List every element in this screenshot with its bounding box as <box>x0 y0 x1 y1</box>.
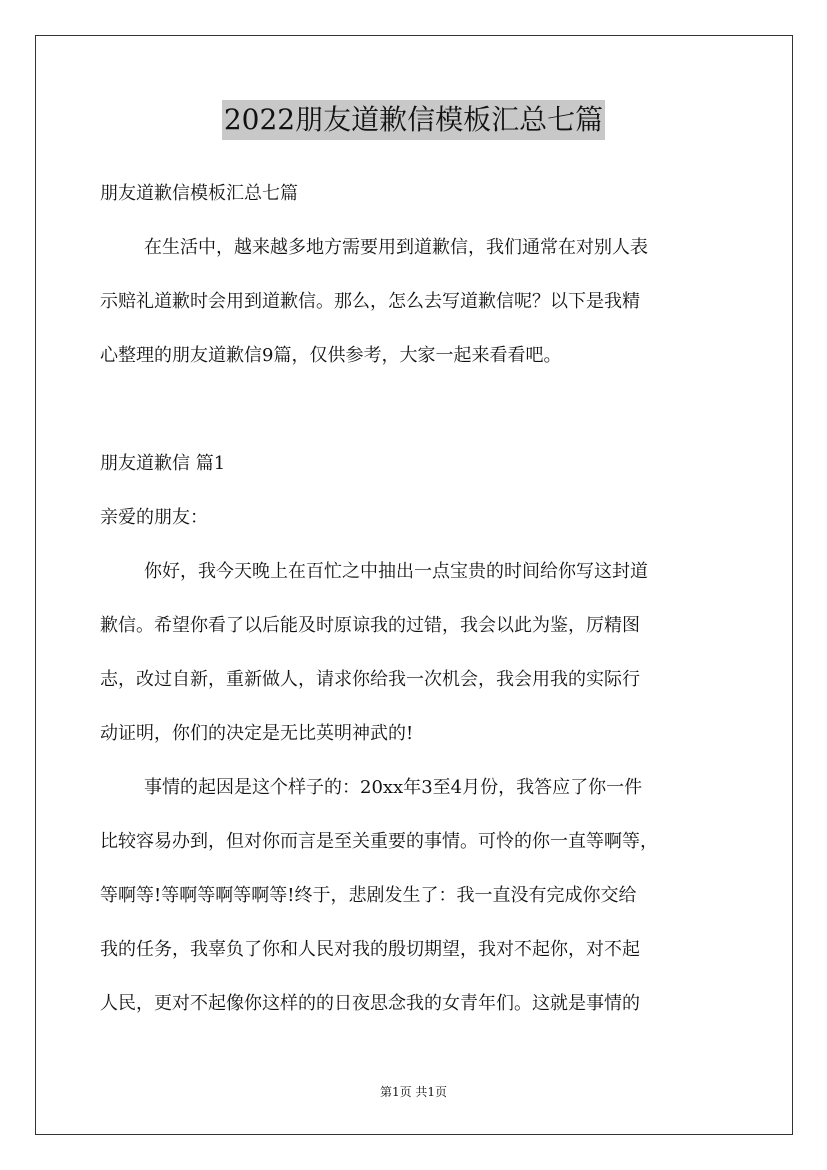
page-footer: 第1页 共1页 <box>379 1085 448 1099</box>
paragraph-line: 动证明，你们的决定是无比英明神武的! <box>100 723 414 744</box>
paragraph-line: 志，改过自新，重新做人，请求你给我一次机会，我会用我的实际行 <box>100 669 640 690</box>
intro-line: 心整理的朋友道歉信9篇，仅供参考，大家一起来看看吧。 <box>100 345 562 366</box>
subtitle: 朋友道歉信模板汇总七篇 <box>100 183 298 204</box>
paragraph-line: 歉信。希望你看了以后能及时原谅我的过错，我会以此为鉴，厉精图 <box>100 615 640 636</box>
section-heading: 朋友道歉信 篇1 <box>100 453 226 474</box>
intro-line: 示赔礼道歉时会用到道歉信。那么，怎么去写道歉信呢？以下是我精 <box>100 291 640 312</box>
paragraph-line: 比较容易办到，但对你而言是至关重要的事情。可怜的你一直等啊等， <box>100 831 658 852</box>
title-container <box>0 100 827 140</box>
paragraph-line: 我的任务，我辜负了你和人民对我的殷切期望，我对不起你，对不起 <box>100 939 640 960</box>
paragraph-line: 人民，更对不起像你这样的的日夜思念我的女青年们。这就是事情的 <box>100 993 640 1014</box>
paragraph-line: 事情的起因是这个样子的：20xx年3至4月份，我答应了你一件 <box>144 777 643 798</box>
paragraph-line: 你好，我今天晚上在百忙之中抽出一点宝贵的时间给你写这封道 <box>144 561 648 582</box>
intro-line: 在生活中，越来越多地方需要用到道歉信，我们通常在对别人表 <box>144 237 648 258</box>
document-title: 2022朋友道歉信模板汇总七篇 <box>222 100 605 140</box>
greeting: 亲爱的朋友： <box>100 507 208 528</box>
paragraph-line: 等啊等!等啊等啊等啊等!终于，悲剧发生了：我一直没有完成你交给 <box>100 885 637 906</box>
